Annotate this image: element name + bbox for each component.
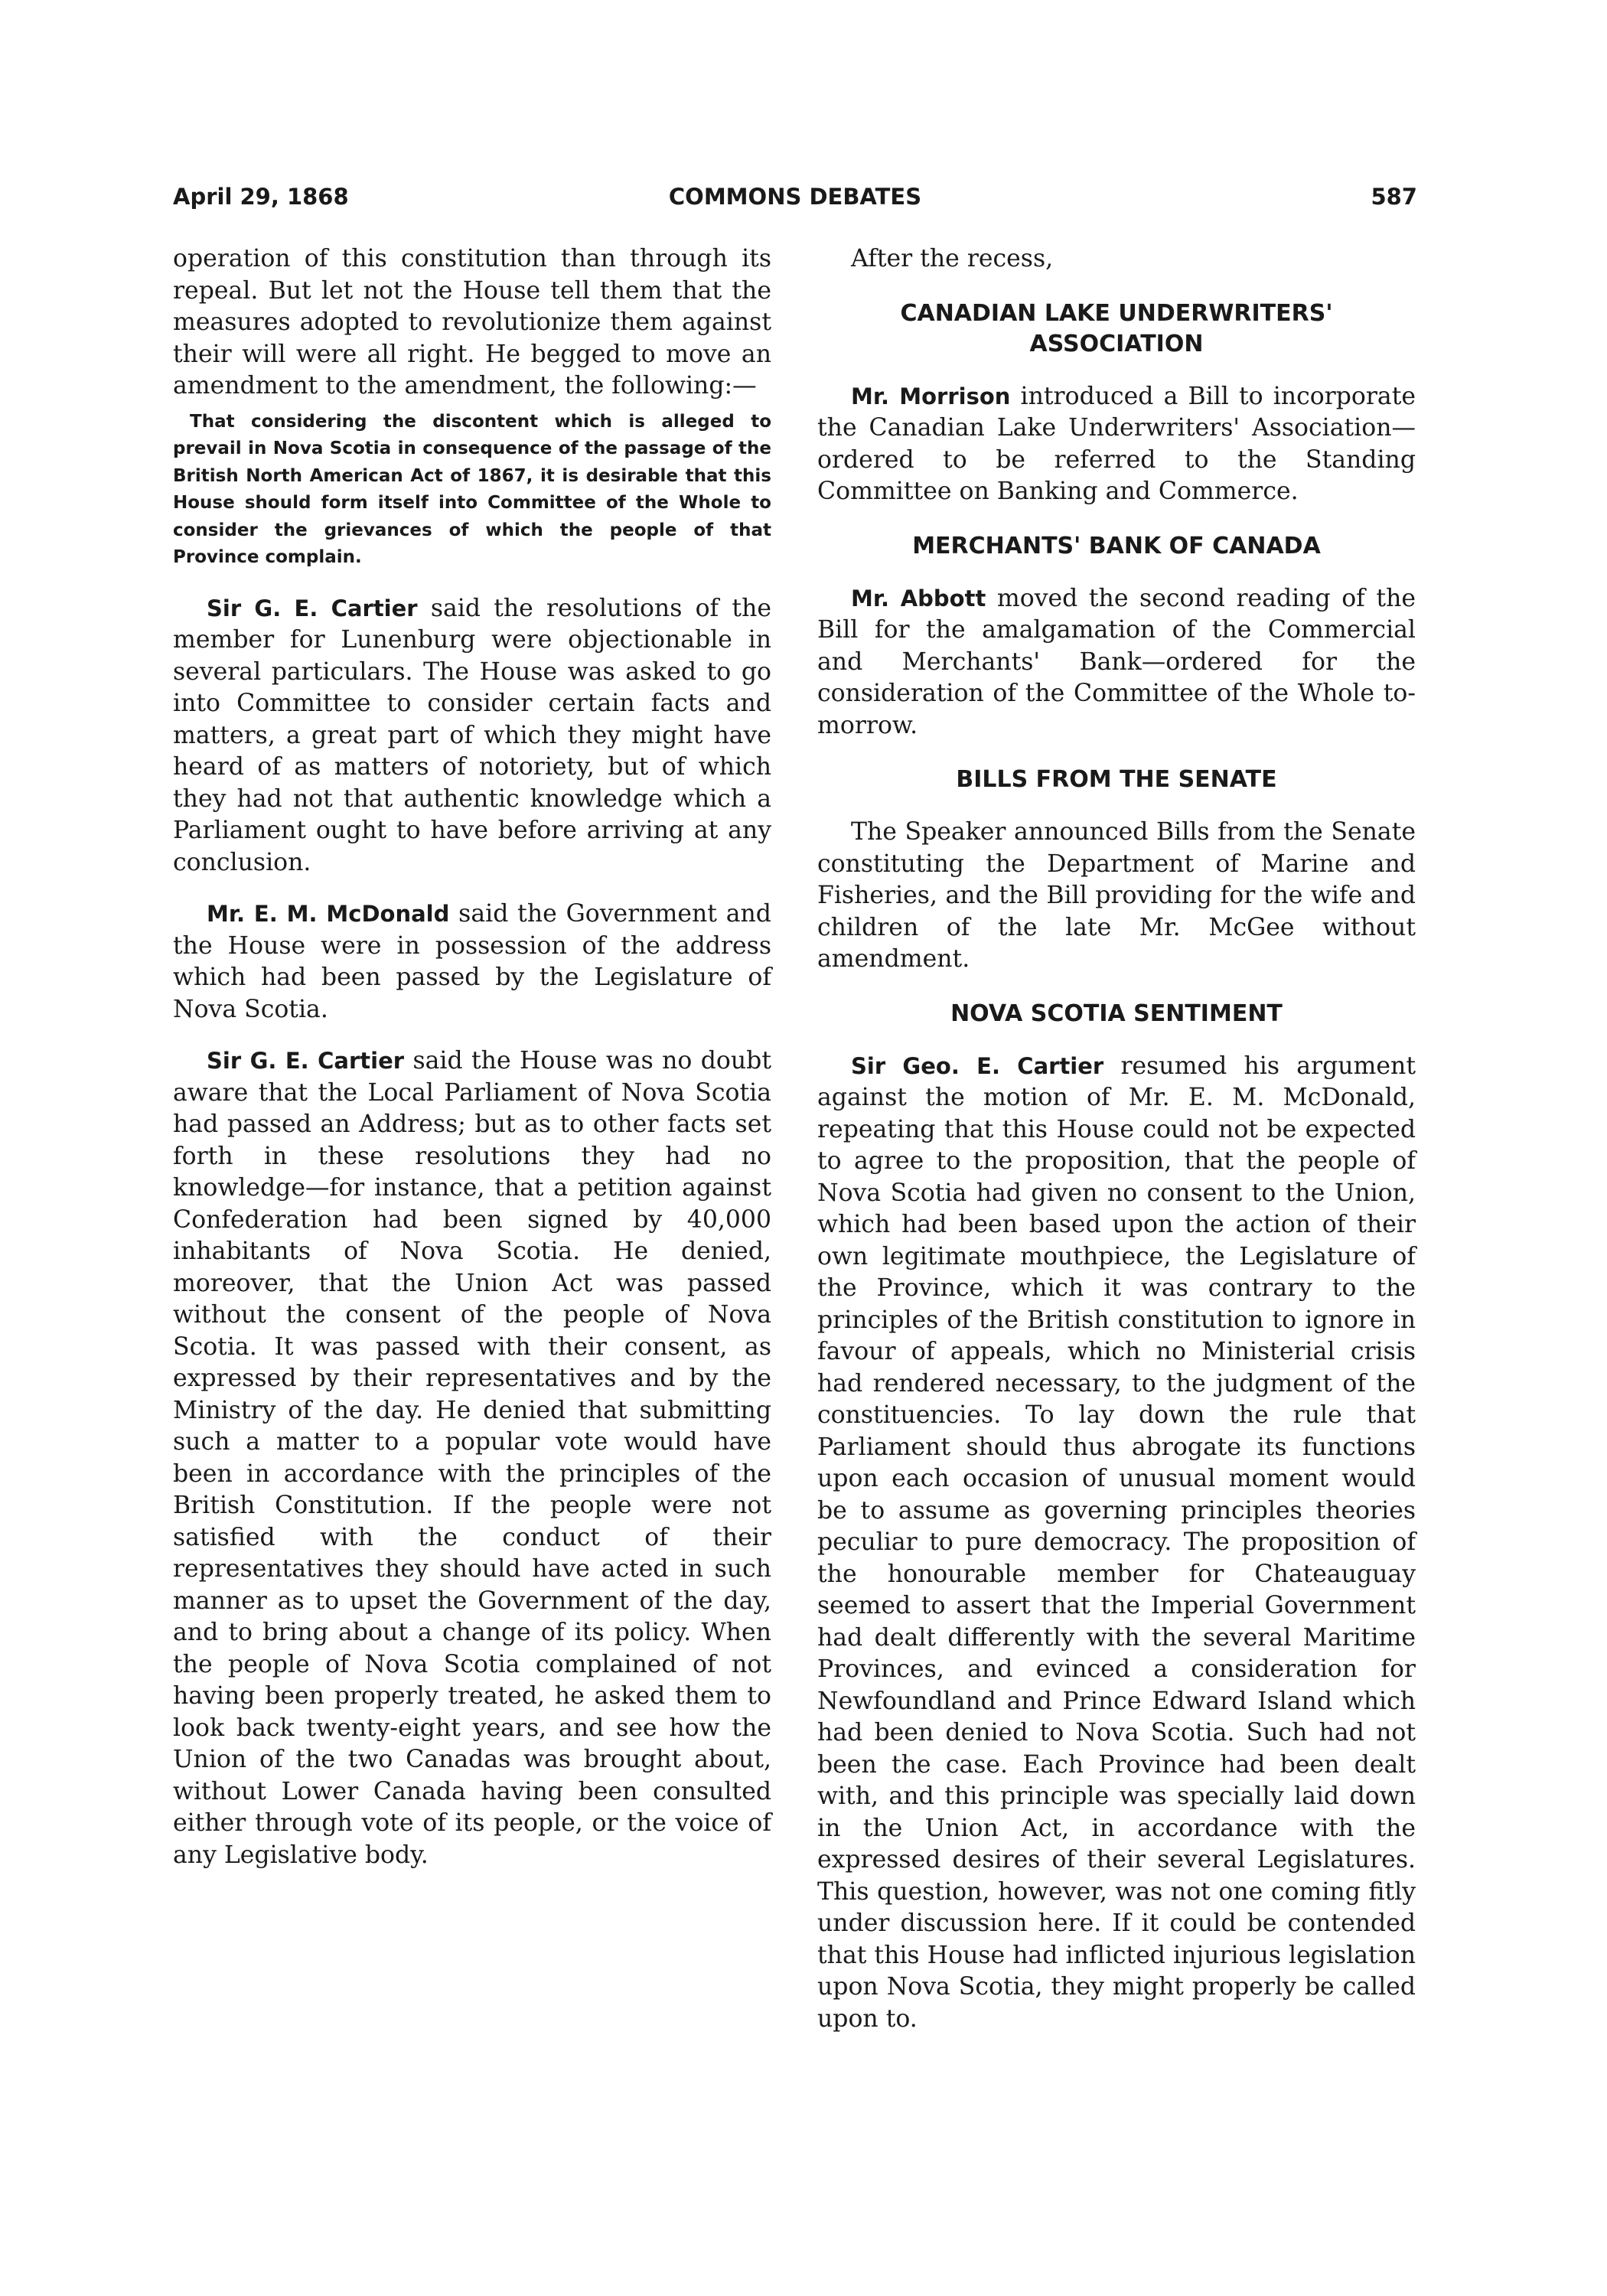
page-number: 587 [1371,184,1417,210]
paragraph-continued: operation of this constitution than through its repeal. But let not the House tell them that the measures adopted to revolutionize them against their will were all right. He begged to move an amendment to the amendment, the following:— [173,245,771,400]
speech-text: said the resolutions of the member for Lunenburg were objectionable in several particulars. The House was asked to go into Committee to consider certain facts and matters, a great part of which they might have heard of as matters of notoriety, but of which they had not that authentic knowledge which a Parliament ought to have before arriving at any conclusion. [173,594,772,876]
speech-abbott [817,583,1416,742]
speech-text: said the House was no doubt aware that the Local Parliament of Nova Scotia had passed an Address; but as to other facts set forth in these resolutions they had no knowledge—for instance, that a petition against Confederation had been signed by 40,000 inhabitants of Nova Scotia. He denied, moreover, that the Union Act was passed without the consent of the people of Nova Scotia. It was passed with their consent, as expressed by their representatives and by the Ministry of the day. He denied that submitting such a matter to a popular vote would have been in accordance with the principles of the British Constitution. If the people were not satisfied with the conduct of their representatives they should have acted in such manner as to upset the Government of the day, and to bring about a change of its policy. When the people of Nova Scotia complained of not having been properly treated, he asked them to look back twenty-eight years, and see how the Union of the two Canadas was brought about, without Lower Canada having been consulted either through vote of its people, or the voice of any Legislative body. [173,1047,772,1869]
header-title: COMMONS DEBATES [668,184,922,210]
recess-note: After the recess, [851,245,1054,272]
speaker-name: Sir G. E. Cartier [207,1048,405,1074]
amendment-quote: That considering the discontent which is alleged to prevail in Nova Scotia in consequence of the passage of the British North American Act of 1867, it is desirable that this House should form itself into Committee of the Whole to consider the grievances of which the people of that Province complain. [173,411,771,567]
header-date: April 29, 1868 [173,184,349,210]
section-heading-nova-scotia: NOVA SCOTIA SENTIMENT [950,1000,1283,1027]
speaker-name: Mr. E. M. McDonald [207,901,450,927]
speech-cartier-1 [173,593,771,879]
speech-text: said the Government and the House were in possession of the address which had been passed by the Legislature of Nova Scotia. [173,900,771,1023]
speech-text: introduced a Bill to incorporate the Canadian Lake Underwriters' Association—ordered to be referred to the Standing Committee on Banking and Commerce. [817,382,1416,505]
speaker-name: Mr. Abbott [851,585,986,612]
section-heading-merchants-bank: MERCHANTS' BANK OF CANADA [912,532,1321,559]
section-heading-senate-bills: BILLS FROM THE SENATE [956,766,1277,793]
speaker-name: Sir Geo. E. Cartier [851,1052,1104,1079]
speech-text: moved the second reading of the Bill for the amalgamation of the Commercial and Merchants' Bank—ordered for the consideration of the Committee of the Whole to-morrow. [817,584,1416,739]
speaker-announcement: The Speaker announced Bills from the Senate constituting the Department of Marine and Fisheries, and the Bill providing for the wife and children of the late Mr. McGee without amendment. [817,818,1416,973]
speech-text: resumed his argument against the motion of Mr. E. M. McDonald, repeating that this House could not be expected to agree to the proposition, that the people of Nova Scotia had given no consent to the Union, which had been based upon the action of their own legitimate mouthpiece, the Legislature of the Province, which it was contrary to the principles of the British constitution to ignore in favour of appeals, which no Ministerial crisis had rendered necessary, to the judgment of the constituencies. To lay down the rule that Parliament should thus abrogate its functions upon each occasion of unusual moment would be to assume as governing principles theories peculiar to pure democracy. The proposition of the honourable member for Chateauguay seemed to assert that the Imperial Government had dealt differently with the several Maritime Provinces, and evinced a consideration for Newfoundland and Prince Edward Island which had been denied to Nova Scotia. Such had not been the case. Each Province had been dealt with, and this principle was specially laid down in the Union Act, in accordance with the expressed desires of their several Legislatures. This question, however, was not one coming fitly under discussion here. If it could be contended that this House had inflicted injurious legislation upon Nova Scotia, they might properly be called upon to. [817,1052,1416,2033]
speech-morrison [817,381,1416,508]
section-heading-underwriters: CANADIAN LAKE UNDERWRITERS' ASSOCIATION [900,299,1333,357]
right-column [817,243,1416,2035]
left-column [173,243,771,1871]
running-head [173,184,1417,214]
speaker-name: Sir G. E. Cartier [207,595,418,621]
speech-cartier-3 [817,1051,1416,2036]
speaker-name: Mr. Morrison [851,383,1011,409]
speech-cartier-2 [173,1045,771,1871]
speech-mcdonald [173,899,771,1026]
